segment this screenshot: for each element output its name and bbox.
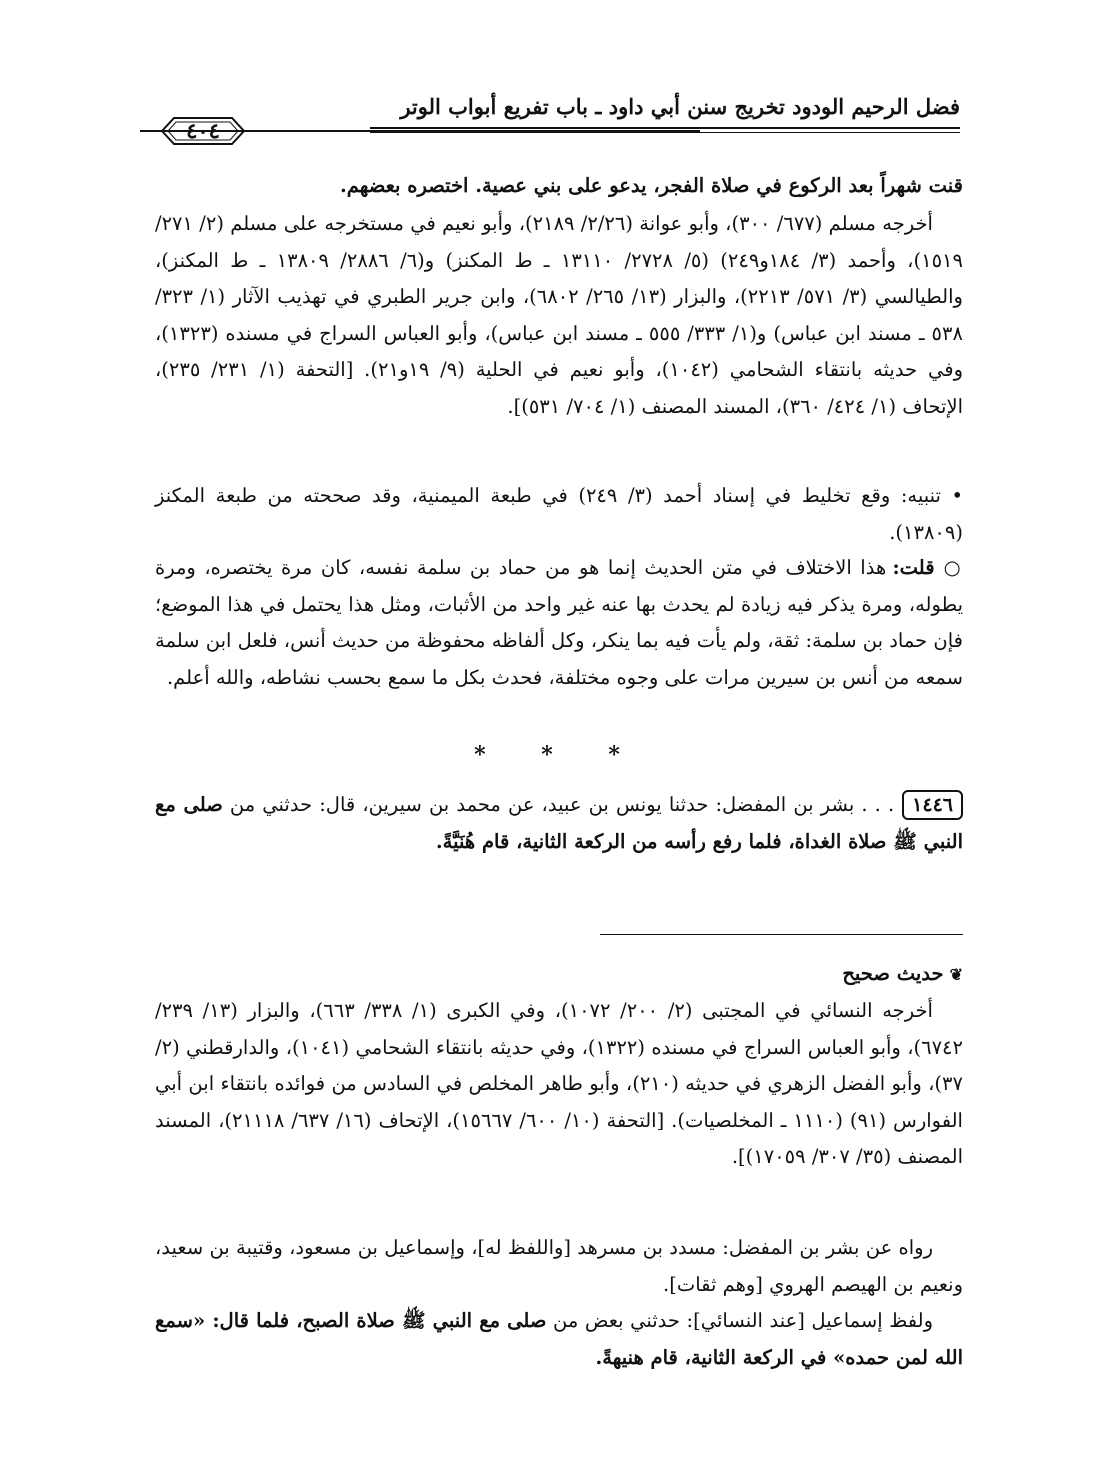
paragraph-wording xyxy=(155,1303,963,1376)
wording-text: صلى مع النبي ﷺ صلاة الصبح، فلما قال: «سمع الله لمن حمده» في الركعة الثانية، قام هنيهةً. xyxy=(155,1309,963,1369)
page-number-ornament xyxy=(140,114,260,148)
header-rule-right-top xyxy=(370,127,960,129)
comment-label: ○ قلت: xyxy=(892,556,963,579)
hadith-matn: صلى مع النبي ﷺ صلاة الغداة، فلما رفع رأسه من الركعة الثانية، قام هُنَيَّةً. xyxy=(155,793,963,853)
hadith-isnad: . . . بشر بن المفضل: حدثنا يونس بن عبيد، عن محمد بن سيرين، قال: حدثني من xyxy=(222,793,895,816)
section-separator: * * * xyxy=(474,742,644,768)
book-icon: ❦ xyxy=(949,965,963,984)
paragraph-comment xyxy=(155,550,963,696)
paragraph-narrators: رواه عن بشر بن المفضل: مسدد بن مسرهد [واللفظ له]، وإسماعيل بن مسعود، وقتيبة بن سعيد، ونعيم بن الهيصم الهروي [وهم ثقات]. xyxy=(155,1236,963,1296)
page-header xyxy=(140,86,960,148)
footnote-divider xyxy=(600,934,963,935)
hadith-number-badge: ١٤٤٦ xyxy=(902,790,963,820)
running-title: فضل الرحيم الودود تخريج سنن أبي داود ـ باب تفريع أبواب الوتر xyxy=(400,94,960,119)
page-number: ٤٠٤ xyxy=(186,118,220,143)
header-rule-right-bottom xyxy=(370,132,960,133)
hadith-paragraph xyxy=(155,787,963,860)
paragraph-1: قنت شهراً بعد الركوع في صلاة الفجر، يدعو على بني عصية. اختصره بعضهم. xyxy=(339,174,963,197)
grading-heading xyxy=(155,956,963,994)
wording-intro: ولفظ إسماعيل [عند النسائي]: حدثني بعض من xyxy=(546,1309,933,1332)
grading-label: حديث صحيح xyxy=(842,962,944,985)
paragraph-2: أخرجه مسلم (٦٧٧/ ٣٠٠)، وأبو عوانة (٢/٢٦/ ٢١٨٩)، وأبو نعيم في مستخرجه على مسلم (٢/ ٢٧١/ ١٥١٩)، وأحمد (٣/ ١٨٤و٢٤٩) (٥/ ٢٧٢٨/ ١٣١١٠ ـ ط المكنز) و(٦/ ٢٨٨٦/ ١٣٨٠٩ ـ ط المكنز)، والطيالسي (٣/ ٥٧١/ ٢٢١٣)، والبزار (١٣/ ٢٦٥/ ٦٨٠٢)، وابن جرير الطبري في تهذيب الآثار (١/ ٣٢٣/ ٥٣٨ ـ مسند ابن عباس) و(١/ ٣٣٣/ ٥٥٥ ـ مسند ابن عباس)، وأبو العباس السراج في مسنده (١٣٢٣)، وفي حديثه بانتقاء الشحامي (١٠٤٢)، وأبو نعيم في الحلية (٩/ ١٩و٢١). [التحفة (١/ ٢٣١/ ٢٣٥)، الإتحاف (١/ ٤٢٤/ ٣٦٠)، المسند المصنف (١/ ٧٠٤/ ٥٣١)]. xyxy=(155,212,963,418)
paragraph-note: • تنبيه: وقع تخليط في إسناد أحمد (٣/ ٢٤٩) في طبعة الميمنية، وقد صححته من طبعة المكنز (١٣٨٠٩). xyxy=(155,484,963,544)
paragraph-takhrij: أخرجه النسائي في المجتبى (٢/ ٢٠٠/ ١٠٧٢)، وفي الكبرى (١/ ٣٣٨/ ٦٦٣)، والبزار (١٣/ ٢٣٩/ ٦٧٤٢)، وأبو العباس السراج في مسنده (١٣٢٢)، وفي حديثه بانتقاء الشحامي (١٠٤١)، والدارقطني (٢/ ٣٧)، وأبو الفضل الزهري في حديثه (٢١٠)، وأبو طاهر المخلص في السادس من فوائده بانتقاء ابن أبي الفوارس (٩١) (١١١٠ ـ المخلصيات). [التحفة (١٠/ ٦٠٠/ ١٥٦٦٧)، الإتحاف (١٦/ ٦٣٧/ ٢١١١٨)، المسند المصنف (٣٥/ ٣٠٧/ ١٧٠٥٩)]. xyxy=(155,999,964,1168)
comment-text: هذا الاختلاف في متن الحديث إنما هو من حماد بن سلمة نفسه، كان مرة يختصره، ومرة يطوله، ومرة يذكر فيه زيادة لم يحدث بها عنه غير واحد من الأثبات، ومثل هذا يحتمل في هذا الموضع؛ فإن حماد بن سلمة: ثقة، ولم يأت فيه بما ينكر، وكل ألفاظه محفوظة من حديث أنس، فلعل ابن سلمة سمعه من أنس بن سيرين مرات على وجوه مختلفة، فحدث بكل ما سمع بحسب نشاطه، والله أعلم. xyxy=(155,556,963,689)
